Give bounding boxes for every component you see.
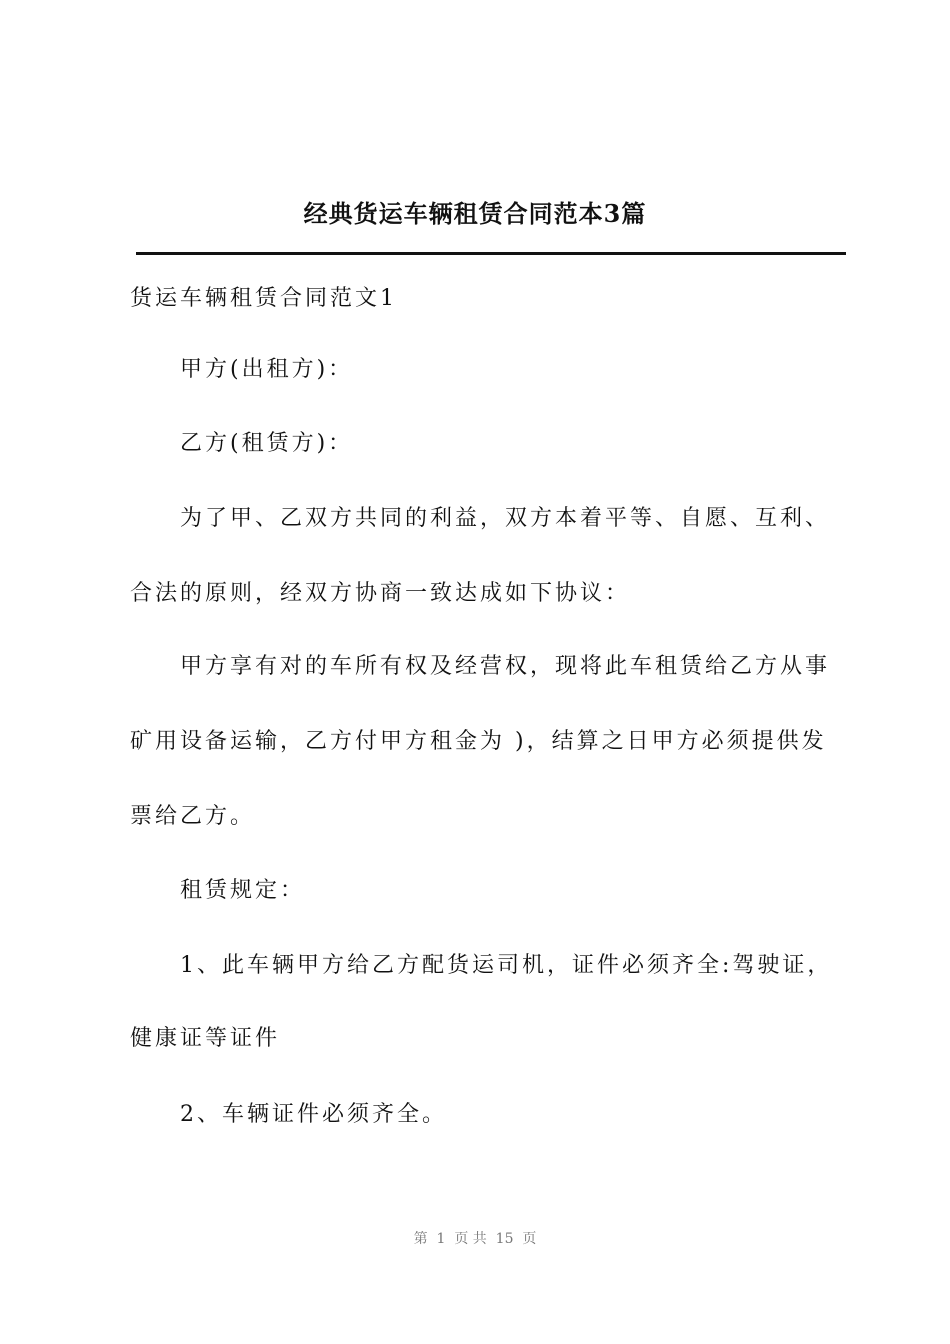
rule-item-1-cont: 健康证等证件 [130, 1026, 281, 1051]
section-heading: 货运车辆租赁合同范文1 [130, 286, 397, 311]
paragraph-line: 合法的原则，经双方协商一致达成如下协议： [130, 581, 631, 606]
paragraph-line: 票给乙方。 [130, 804, 256, 829]
title-underline-rule [136, 252, 846, 255]
document-title: 经典货运车辆租赁合同范本3篇 [303, 199, 647, 228]
rule-item-1: 1、此车辆甲方给乙方配货运司机，证件必须齐全:驾驶证， [180, 953, 833, 978]
paragraph-line: 为了甲、乙双方共同的利益，双方本着平等、自愿、互利、 [180, 506, 831, 531]
paragraph-line: 甲方享有对的车所有权及经营权，现将此车租赁给乙方从事 [180, 654, 831, 679]
rule-item-2: 2、车辆证件必须齐全。 [180, 1102, 447, 1127]
paragraph-line: 矿用设备运输，乙方付甲方租金为 )，结算之日甲方必须提供发 [130, 729, 827, 754]
rules-heading: 租赁规定： [180, 878, 306, 903]
party-a-line: 甲方(出租方)： [180, 357, 354, 382]
page-number-footer: 第 1 页 共 15 页 [413, 1231, 537, 1247]
party-b-line: 乙方(租赁方)： [180, 431, 354, 456]
